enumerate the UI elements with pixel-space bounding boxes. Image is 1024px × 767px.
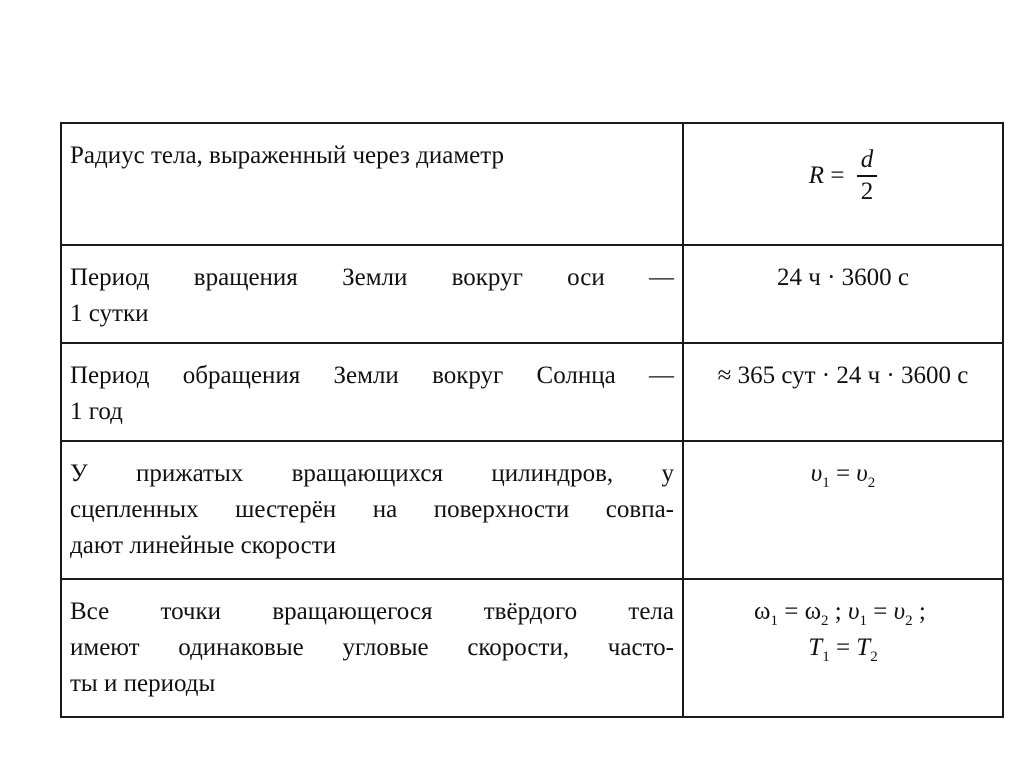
formula-equals: =	[829, 460, 857, 487]
linear-velocity-formula	[688, 456, 998, 492]
subscript: 1	[822, 649, 830, 665]
fraction	[857, 145, 878, 207]
formula-table	[60, 122, 1004, 718]
description-line: Радиус тела, выраженный через диаметр	[70, 142, 504, 169]
description-line: 1 год	[70, 398, 123, 425]
omega-symbol: ω	[804, 598, 822, 625]
subscript: 2	[821, 613, 829, 629]
velocity-symbol: υ	[856, 460, 868, 487]
description-line: сцепленных шестерён на поверхности совпа-	[70, 496, 674, 523]
formula-separator: ;	[828, 598, 848, 625]
formula-equals: =	[829, 634, 857, 661]
angular-velocity-formula	[688, 594, 998, 630]
formula-cell	[683, 245, 1003, 343]
formula-equals: =	[777, 598, 805, 625]
subscript: 2	[867, 475, 876, 491]
formula-equals: =	[866, 598, 894, 625]
formula-equals: =	[824, 162, 851, 189]
formula-cell	[683, 441, 1003, 579]
description-cell	[61, 441, 683, 579]
formula-cell	[683, 343, 1003, 441]
subscript: 1	[822, 475, 830, 491]
description-line: Все точки вращающегося твёрдого тела	[70, 598, 674, 625]
fraction-denominator: 2	[860, 178, 874, 205]
omega-symbol: ω	[753, 598, 771, 625]
description-line: дают линейные скорости	[70, 532, 337, 559]
radius-formula	[688, 140, 998, 212]
description-cell	[61, 245, 683, 343]
formula-text: 24 ч · 3600 с	[777, 264, 909, 291]
velocity-symbol: υ	[810, 460, 823, 487]
table-row	[61, 343, 1003, 441]
subscript: 2	[905, 613, 913, 629]
table-row	[61, 245, 1003, 343]
description-line: Период вращения Земли вокруг оси —	[70, 264, 674, 291]
table-row	[61, 579, 1003, 717]
subscript: 1	[859, 613, 867, 629]
table-row	[61, 123, 1003, 245]
description-cell	[61, 579, 683, 717]
formula-cell	[683, 579, 1003, 717]
subscript: 2	[870, 649, 878, 665]
formula-cell	[683, 123, 1003, 245]
description-line: У прижатых вращающихся цилиндров, у	[70, 460, 674, 487]
description-cell	[61, 343, 683, 441]
period-formula	[688, 630, 998, 666]
formula-text: ≈ 365 сут · 24 ч · 3600 с	[717, 362, 969, 389]
description-line: имеют одинаковые угловые скорости, часто-	[70, 634, 674, 661]
description-cell	[61, 123, 683, 245]
description-line: 1 сутки	[70, 300, 149, 327]
subscript: 1	[770, 613, 778, 629]
description-line: Период обращения Земли вокруг Солнца —	[70, 362, 674, 389]
description-line: ты и периоды	[70, 670, 216, 697]
velocity-symbol: υ	[847, 598, 860, 625]
formula-separator: ;	[912, 598, 933, 625]
period-symbol: T	[856, 634, 871, 661]
fraction-numerator: d	[857, 145, 878, 177]
table-row	[61, 441, 1003, 579]
velocity-symbol: υ	[893, 598, 906, 625]
period-symbol: T	[808, 634, 823, 661]
formula-symbol: R	[808, 162, 825, 189]
